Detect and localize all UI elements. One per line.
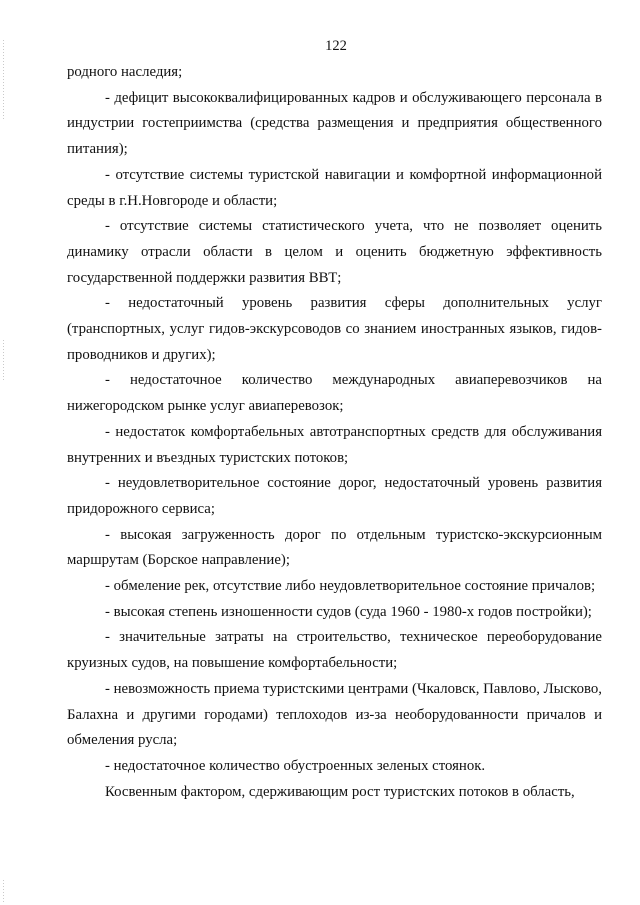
body-text [67,60,602,805]
page-number: 122 [325,38,347,54]
list-item-road-congestion: - высокая загруженность дорог по отдельным туристско-экскурсионным маршрутам (Борское направление); [67,526,602,569]
scan-edge-mark [3,880,4,904]
list-item-motor-transport: - недостаток комфортабельных автотранспортных средств для обслуживания внутренних и въездных туристских потоков; [67,423,602,466]
list-item-statistics: - отсутствие системы статистического учета, что не позволяет оценить динамику отрасли области в целом и оценить бюджетную эффективность государственной поддержки развития ВВТ; [67,218,602,286]
list-item-roads: - неудовлетворительное состояние дорог, недостаточный уровень развития придорожного сервиса; [67,475,602,517]
scan-edge-mark [3,340,4,380]
list-item-air-carriers: - недостаточное количество международных авиаперевозчиков на нижегородском рынке услуг авиаперевозок; [67,372,602,415]
list-item-staff-deficit: - дефицит высококвалифицированных кадров и обслуживающего персонала в индустрии гостеприимства (средства размещения и предприятия общественного питания); [67,89,602,158]
list-item-ship-wear: - высокая степень изношенности судов (суда 1960 - 1980-х годов постройки); [105,603,592,620]
list-item-parking: - недостаточное количество обустроенных зеленых стоянок. [105,757,486,774]
list-item-additional-services: - недостаточный уровень развития сферы дополнительных услуг (транспортных, услуг гидов-экскурсоводов со знанием иностранных языков, гидов-проводников и других); [67,295,602,363]
list-item-river-shallowing: - обмеление рек, отсутствие либо неудовлетворительное состояние причалов; [105,578,596,595]
closing-paragraph: Косвенным фактором, сдерживающим рост туристских потоков в область, [105,783,575,800]
paragraph-continuation: родного наследия; [67,64,183,80]
list-item-cruise-costs: - значительные затраты на строительство, техническое переоборудование круизных судов, на повышение комфортабельности; [67,629,602,672]
list-item-navigation: - отсутствие системы туристской навигации и комфортной информационной среды в г.Н.Новгороде и области; [67,166,602,209]
list-item-docking: - невозможность приема туристскими центрами (Чкаловск, Павлово, Лысково, Балахна и другими городами) теплоходов из-за необорудованности причалов и обмеления русла; [67,680,602,749]
